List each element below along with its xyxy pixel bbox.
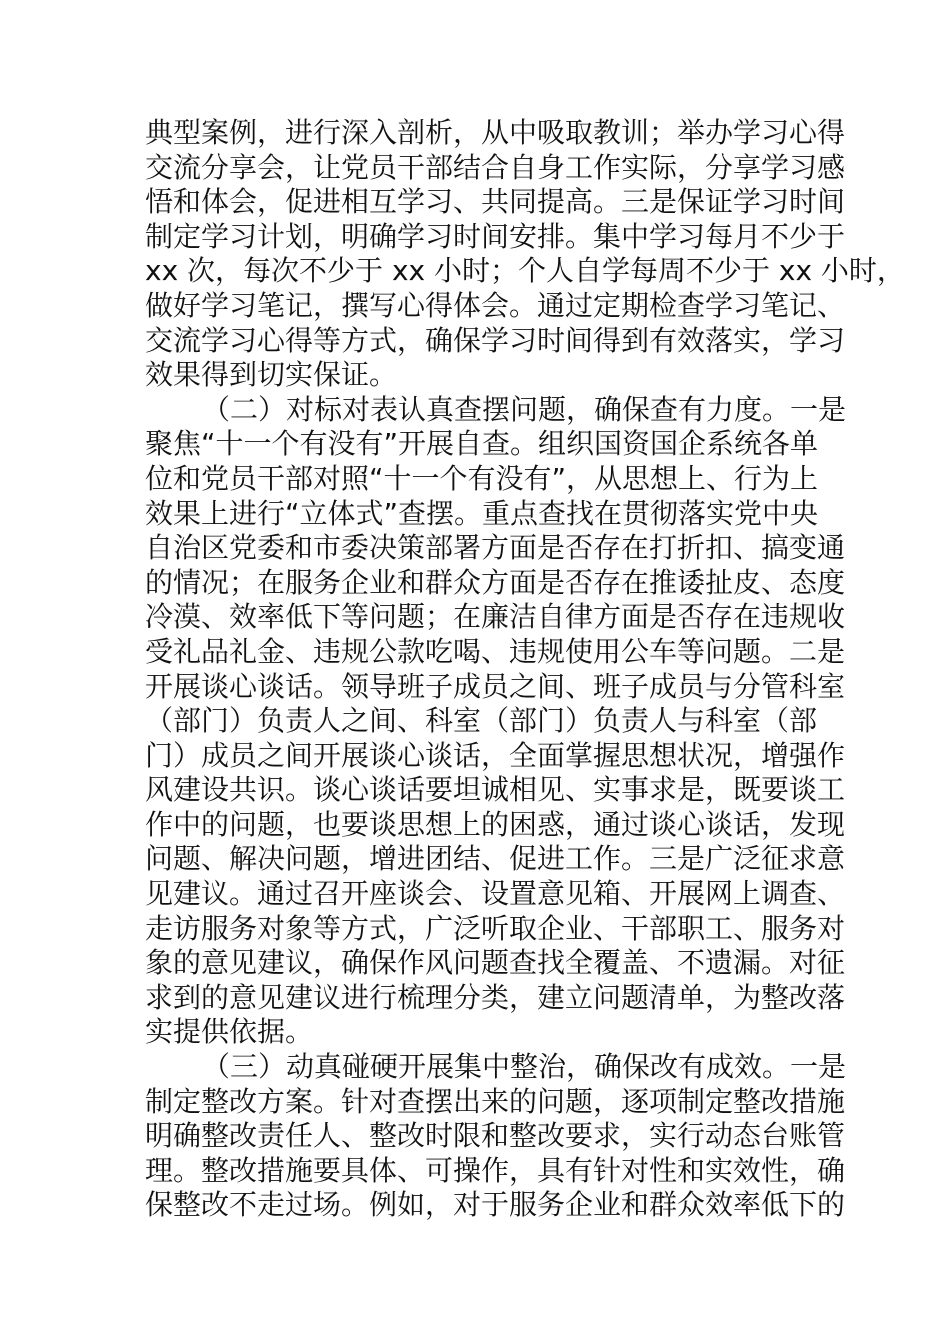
text-line: 制定整改方案。针对查摆出来的问题，逐项制定整改措施 [145,1084,846,1118]
text-line: 作中的问题，也要谈思想上的困惑，通过谈心谈话，发现 [145,807,846,841]
text-line: 悟和体会，促进相互学习、共同提高。三是保证学习时间 [145,185,846,219]
text-line: 问题、解决问题，增进团结、促进工作。三是广泛征求意 [145,842,846,876]
text-line: 效果得到切实保证。 [145,358,398,392]
text-line: 走访服务对象等方式，广泛听取企业、干部职工、服务对 [145,911,846,945]
text-line: xx 次，每次不少于 xx 小时；个人自学每周不少于 xx 小时， [145,254,905,288]
text-line: 象的意见建议，确保作风问题查找全覆盖、不遗漏。对征 [145,946,846,980]
text-line: 风建设共识。谈心谈话要坦诚相见、实事求是，既要谈工 [145,773,846,807]
text-line: 做好学习笔记，撰写心得体会。通过定期检查学习笔记、 [145,288,846,322]
text-line: 保整改不走过场。例如，对于服务企业和群众效率低下的 [145,1188,846,1222]
text-line: 门）成员之间开展谈心谈话，全面掌握思想状况，增强作 [145,738,846,772]
text-line: 冷漠、效率低下等问题；在廉洁自律方面是否存在违规收 [145,600,846,634]
text-line: 见建议。通过召开座谈会、设置意见箱、开展网上调查、 [145,877,846,911]
text-line: 开展谈心谈话。领导班子成员之间、班子成员与分管科室 [145,669,846,703]
section-heading-line: （三）动真碰硬开展集中整治，确保改有成效。一是 [202,1050,847,1084]
text-line: 实提供依据。 [145,1015,314,1049]
text-line: 聚焦“十一个有没有”开展自查。组织国资国企系统各单 [145,427,819,461]
text-line: 求到的意见建议进行梳理分类，建立问题清单，为整改落 [145,980,846,1014]
body-text [145,116,905,1223]
text-line: 的情况；在服务企业和群众方面是否存在推诿扯皮、态度 [145,565,846,599]
text-line: （部门）负责人之间、科室（部门）负责人与科室（部 [145,704,818,738]
text-line: 典型案例，进行深入剖析，从中吸取教训；举办学习心得 [145,116,846,149]
text-line: 位和党员干部对照“十一个有没有”，从思想上、行为上 [145,461,819,495]
text-line: 效果上进行“立体式”查摆。重点查找在贯彻落实党中央 [145,496,819,530]
text-line: 制定学习计划，明确学习时间安排。集中学习每月不少于 [145,219,846,253]
text-line: 明确整改责任人、整改时限和整改要求，实行动态台账管 [145,1119,846,1153]
text-line: 自治区党委和市委决策部署方面是否存在打折扣、搞变通 [145,531,846,565]
text-line: 交流分享会，让党员干部结合自身工作实际，分享学习感 [145,150,846,184]
text-line: 受礼品礼金、违规公款吃喝、违规使用公车等问题。二是 [145,634,846,668]
text-line: 理。整改措施要具体、可操作，具有针对性和实效性，确 [145,1153,846,1187]
section-heading-line: （二）对标对表认真查摆问题，确保查有力度。一是 [202,392,847,426]
text-line: 交流学习心得等方式，确保学习时间得到有效落实，学习 [145,323,846,357]
